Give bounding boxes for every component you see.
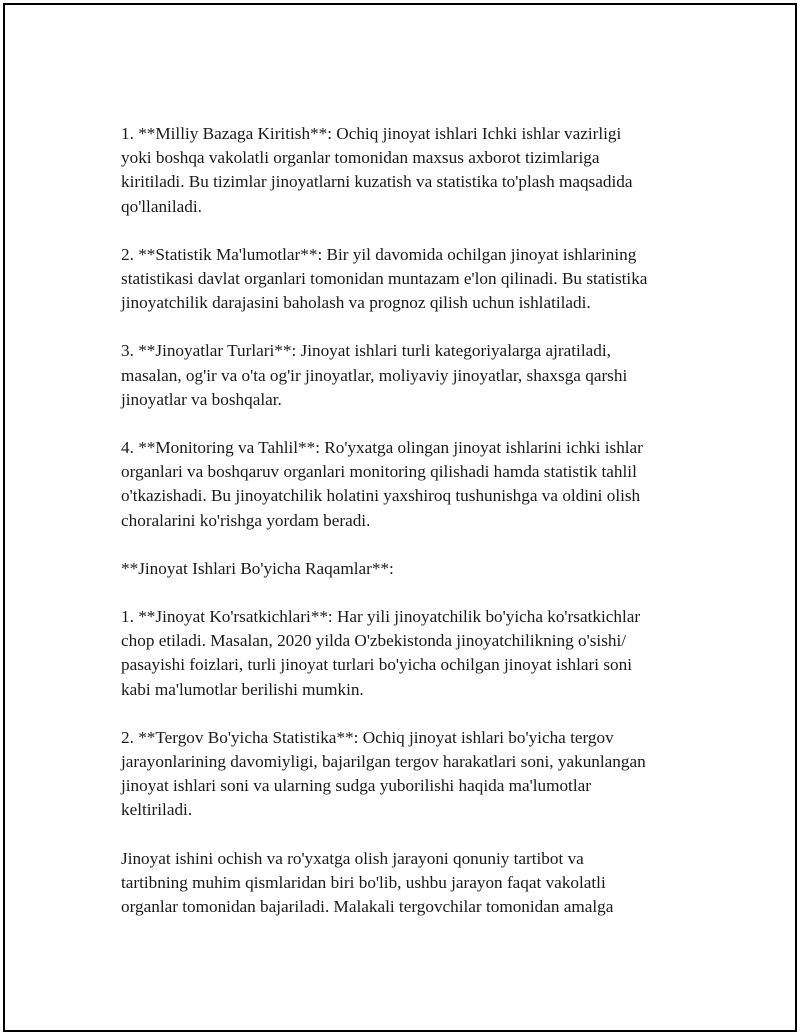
section-heading-raqamlar	[121, 557, 701, 581]
text-line: kiritiladi. Bu tizimlar jinoyatlarni kuzatish va statistika to'plash maqsadida	[121, 172, 633, 192]
text-line: 1. **Jinoyat Ko'rsatkichlari**: Har yili jinoyatchilik bo'yicha ko'rsatkichlar	[121, 607, 641, 627]
text-line: tartibning muhim qismlaridan biri bo'lib, ushbu jarayon faqat vakolatli	[121, 872, 606, 892]
text-line: yoki boshqa vakolatli organlar tomonidan maxsus axborot tizimlariga	[121, 148, 600, 168]
text-line: organlari va boshqaruv organlari monitoring qilishadi hamda statistik tahlil	[121, 462, 637, 482]
text-line: 2. **Tergov Bo'yicha Statistika**: Ochiq jinoyat ishlari bo'yicha tergov	[121, 727, 614, 747]
paragraph-milliy-bazaga-kiritish	[121, 122, 701, 219]
text-line: jinoyatchilik darajasini baholash va prognoz qilish uchun ishlatiladi.	[121, 293, 591, 313]
text-line: **Jinoyat Ishlari Bo'yicha Raqamlar**:	[121, 558, 394, 578]
text-line: jinoyat ishlari soni va ularning sudga yuborilishi haqida ma'lumotlar	[121, 776, 591, 796]
paragraph-jinoyat-korsatkichlari	[121, 605, 701, 702]
text-line: kabi ma'lumotlar berilishi mumkin.	[121, 679, 364, 699]
paragraph-closing	[121, 847, 701, 920]
text-line: organlar tomonidan bajariladi. Malakali tergovchilar tomonidan amalga	[121, 897, 614, 917]
text-line: qo'llaniladi.	[121, 196, 202, 216]
text-line: o'tkazishadi. Bu jinoyatchilik holatini yaxshiroq tushunishga va oldini olish	[121, 486, 641, 506]
text-line: jarayonlarining davomiyligi, bajarilgan tergov harakatlari soni, yakunlangan	[121, 752, 646, 772]
text-line: pasayishi foizlari, turli jinoyat turlari bo'yicha ochilgan jinoyat ishlari soni	[121, 655, 632, 675]
text-line: masalan, og'ir va o'ta og'ir jinoyatlar, moliyaviy jinoyatlar, shaxsga qarshi	[121, 365, 628, 385]
paragraph-tergov-statistika	[121, 726, 701, 823]
text-line: 2. **Statistik Ma'lumotlar**: Bir yil davomida ochilgan jinoyat ishlarining	[121, 244, 637, 264]
text-line: jinoyatlar va boshqalar.	[121, 389, 282, 409]
text-line: 1. **Milliy Bazaga Kiritish**: Ochiq jinoyat ishlari Ichki ishlar vazirligi	[121, 124, 622, 143]
paragraph-jinoyatlar-turlari	[121, 339, 701, 412]
document-body	[121, 122, 701, 943]
text-line: keltiriladi.	[121, 800, 193, 820]
text-line: chop etiladi. Masalan, 2020 yilda O'zbekistonda jinoyatchilikning o'sishi/	[121, 631, 627, 651]
page-frame	[3, 3, 797, 1032]
text-line: choralarini ko'rishga yordam beradi.	[121, 510, 371, 530]
text-line: 4. **Monitoring va Tahlil**: Ro'yxatga olingan jinoyat ishlarini ichki ishlar	[121, 438, 643, 458]
text-line: 3. **Jinoyatlar Turlari**: Jinoyat ishlari turli kategoriyalarga ajratiladi,	[121, 341, 611, 361]
paragraph-statistik-malumotlar	[121, 243, 701, 316]
text-line: statistikasi davlat organlari tomonidan muntazam e'lon qilinadi. Bu statistika	[121, 269, 648, 289]
paragraph-monitoring-va-tahlil	[121, 436, 701, 533]
text-line: Jinoyat ishini ochish va ro'yxatga olish jarayoni qonuniy tartibot va	[121, 848, 584, 868]
